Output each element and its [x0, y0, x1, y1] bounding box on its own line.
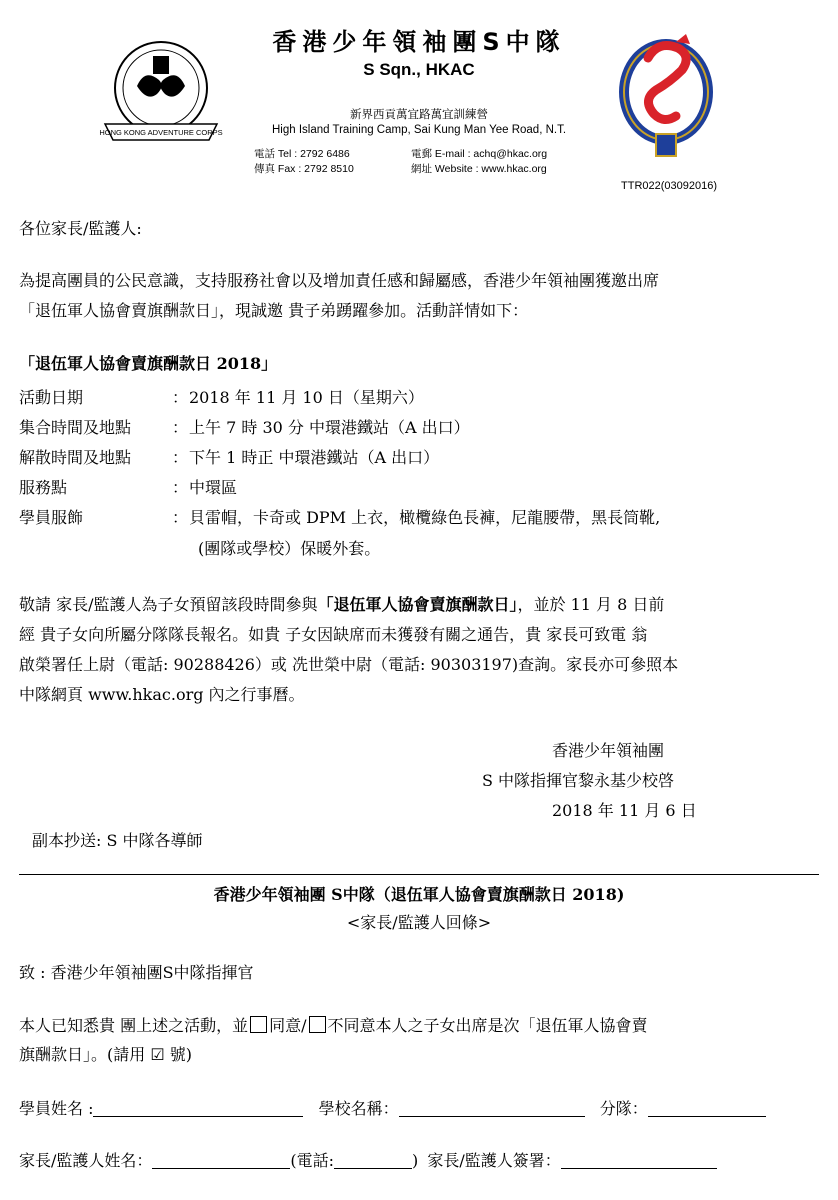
student-info-row	[19, 1094, 766, 1124]
tel-number: 電話 Tel : 2792 6486	[254, 148, 350, 160]
detail-assembly: 集合時間及地點 ： 上午 7 時 30 分 中環港鐵站（A 出口）	[19, 415, 819, 437]
detail-value: 上午 7 時 30 分 中環港鐵站（A 出口）	[189, 418, 470, 437]
org-subtitle: S Sqn., HKAC	[363, 60, 475, 79]
squad-label: 分隊：	[599, 1099, 648, 1118]
detail-service-point: 服務點 ： 中環區	[19, 475, 819, 497]
detail-label: 活動日期	[19, 388, 84, 407]
school-name-label: 學校名稱：	[318, 1099, 399, 1118]
student-name-label: 學員姓名 :	[19, 1099, 94, 1118]
org-title: 香港少年領袖團S中隊	[272, 28, 566, 56]
signature-org: 香港少年領袖團	[552, 741, 665, 760]
detail-uniform: 學員服飾 ： 貝雷帽，卡奇或 DPM 上衣，橄欖綠色長褲，尼龍腰帶，黑長筒靴,	[19, 505, 819, 527]
cut-divider	[19, 874, 819, 875]
detail-label: 服務點	[19, 478, 68, 497]
email-address: 電郵 E-mail : achq@hkac.org	[411, 148, 548, 160]
detail-label: 集合時間及地點	[19, 418, 132, 437]
detail-value: 2018 年 11 月 10 日（星期六）	[189, 388, 424, 407]
reply-subtitle: <家長/監護人回條>	[346, 913, 492, 932]
squad-field[interactable]	[648, 1102, 766, 1117]
body-line-4: 中隊網頁 www.hkac.org 內之行事曆。	[19, 685, 305, 704]
parent-info-row: 家長/監護人姓名： (電話: ) 家長/監護人簽署：	[19, 1146, 717, 1176]
left-logo-banner-text: HONG KONG ADVENTURE CORPS	[99, 128, 223, 137]
phone-label: (電話:	[290, 1151, 335, 1170]
intro-line-2: 「退伍軍人協會賣旗酬款日」，現誠邀 貴子弟踴躍參加。活動詳情如下：	[19, 301, 529, 320]
website-address: 網址 Website : www.hkac.org	[411, 163, 547, 175]
body-line-3: 啟榮署任上尉（電話: 90288426）或 冼世榮中尉（電話: 90303197)查詢。家長亦可參照本	[19, 655, 679, 674]
detail-value: 下午 1 時正 中環港鐵站（A 出口）	[189, 448, 440, 467]
detail-uniform-continued: (團隊或學校）保暖外套。	[198, 539, 381, 558]
form-number: TTR022(03092016)	[621, 180, 718, 192]
parent-name-field[interactable]	[152, 1154, 290, 1169]
reply-addressee: 致 : 香港少年領袖團S中隊指揮官	[19, 963, 254, 982]
signature-name: S 中隊指揮官黎永基少校啓	[482, 771, 675, 790]
detail-label: 解散時間及地點	[19, 448, 132, 467]
address-chinese: 新界西貢萬宜路萬宜訓練營	[350, 109, 488, 121]
salutation: 各位家長/監護人:	[19, 219, 142, 238]
event-name-emphasis: 「退伍軍人協會賣旗酬款日」	[317, 595, 518, 614]
detail-dismissal: 解散時間及地點 ： 下午 1 時正 中環港鐵站（A 出口）	[19, 445, 819, 467]
reply-title: 香港少年領袖團 S中隊（退伍軍人協會賣旗酬款日 2018)	[213, 885, 625, 904]
event-title: 「退伍軍人協會賣旗酬款日 2018」	[19, 354, 278, 373]
intro-line-1: 為提高團員的公民意識，支持服務社會以及增加責任感和歸屬感，香港少年領袖團獲邀出席	[19, 271, 660, 290]
body-line-2: 經 貴子女向所屬分隊隊長報名。如貴 子女因缺席而未獲發有關之通告，貴 家長可致電 翁	[19, 625, 648, 644]
detail-date: 活動日期 ： 2018 年 11 月 10 日（星期六）	[19, 385, 819, 407]
school-name-field[interactable]	[399, 1102, 585, 1117]
student-name-field[interactable]	[93, 1102, 303, 1117]
parent-name-label: 家長/監護人姓名：	[19, 1151, 153, 1170]
detail-value: 中環區	[189, 478, 238, 497]
consent-line-2: 旗酬款日」。(請用 ☑ 號)	[19, 1045, 193, 1064]
detail-value: 貝雷帽，卡奇或 DPM 上衣，橄欖綠色長褲，尼龍腰帶，黑長筒靴,	[189, 508, 661, 527]
agree-checkbox[interactable]	[250, 1016, 267, 1033]
address-english: High Island Training Camp, Sai Kung Man Yee Road, N.T.	[271, 124, 567, 136]
detail-label: 學員服飾	[19, 508, 84, 527]
body-line-1: 敬請 家長/監護人為子女預留該段時間參與「退伍軍人協會賣旗酬款日」，並於 11 月 8 日前	[19, 595, 665, 614]
disagree-checkbox[interactable]	[309, 1016, 326, 1033]
phone-field[interactable]	[334, 1154, 412, 1169]
signature-label: 家長/監護人簽署：	[427, 1151, 561, 1170]
cc-line: 副本抄送: S 中隊各導師	[32, 831, 203, 850]
consent-line-1: 本人已知悉貴 團上述之活動，並 同意/ 不同意本人之子女出席是次「退伍軍人協會賣	[19, 1016, 648, 1035]
signature-field[interactable]	[561, 1154, 717, 1169]
signature-date: 2018 年 11 月 6 日	[552, 801, 697, 820]
fax-number: 傳真 Fax : 2792 8510	[254, 163, 354, 175]
